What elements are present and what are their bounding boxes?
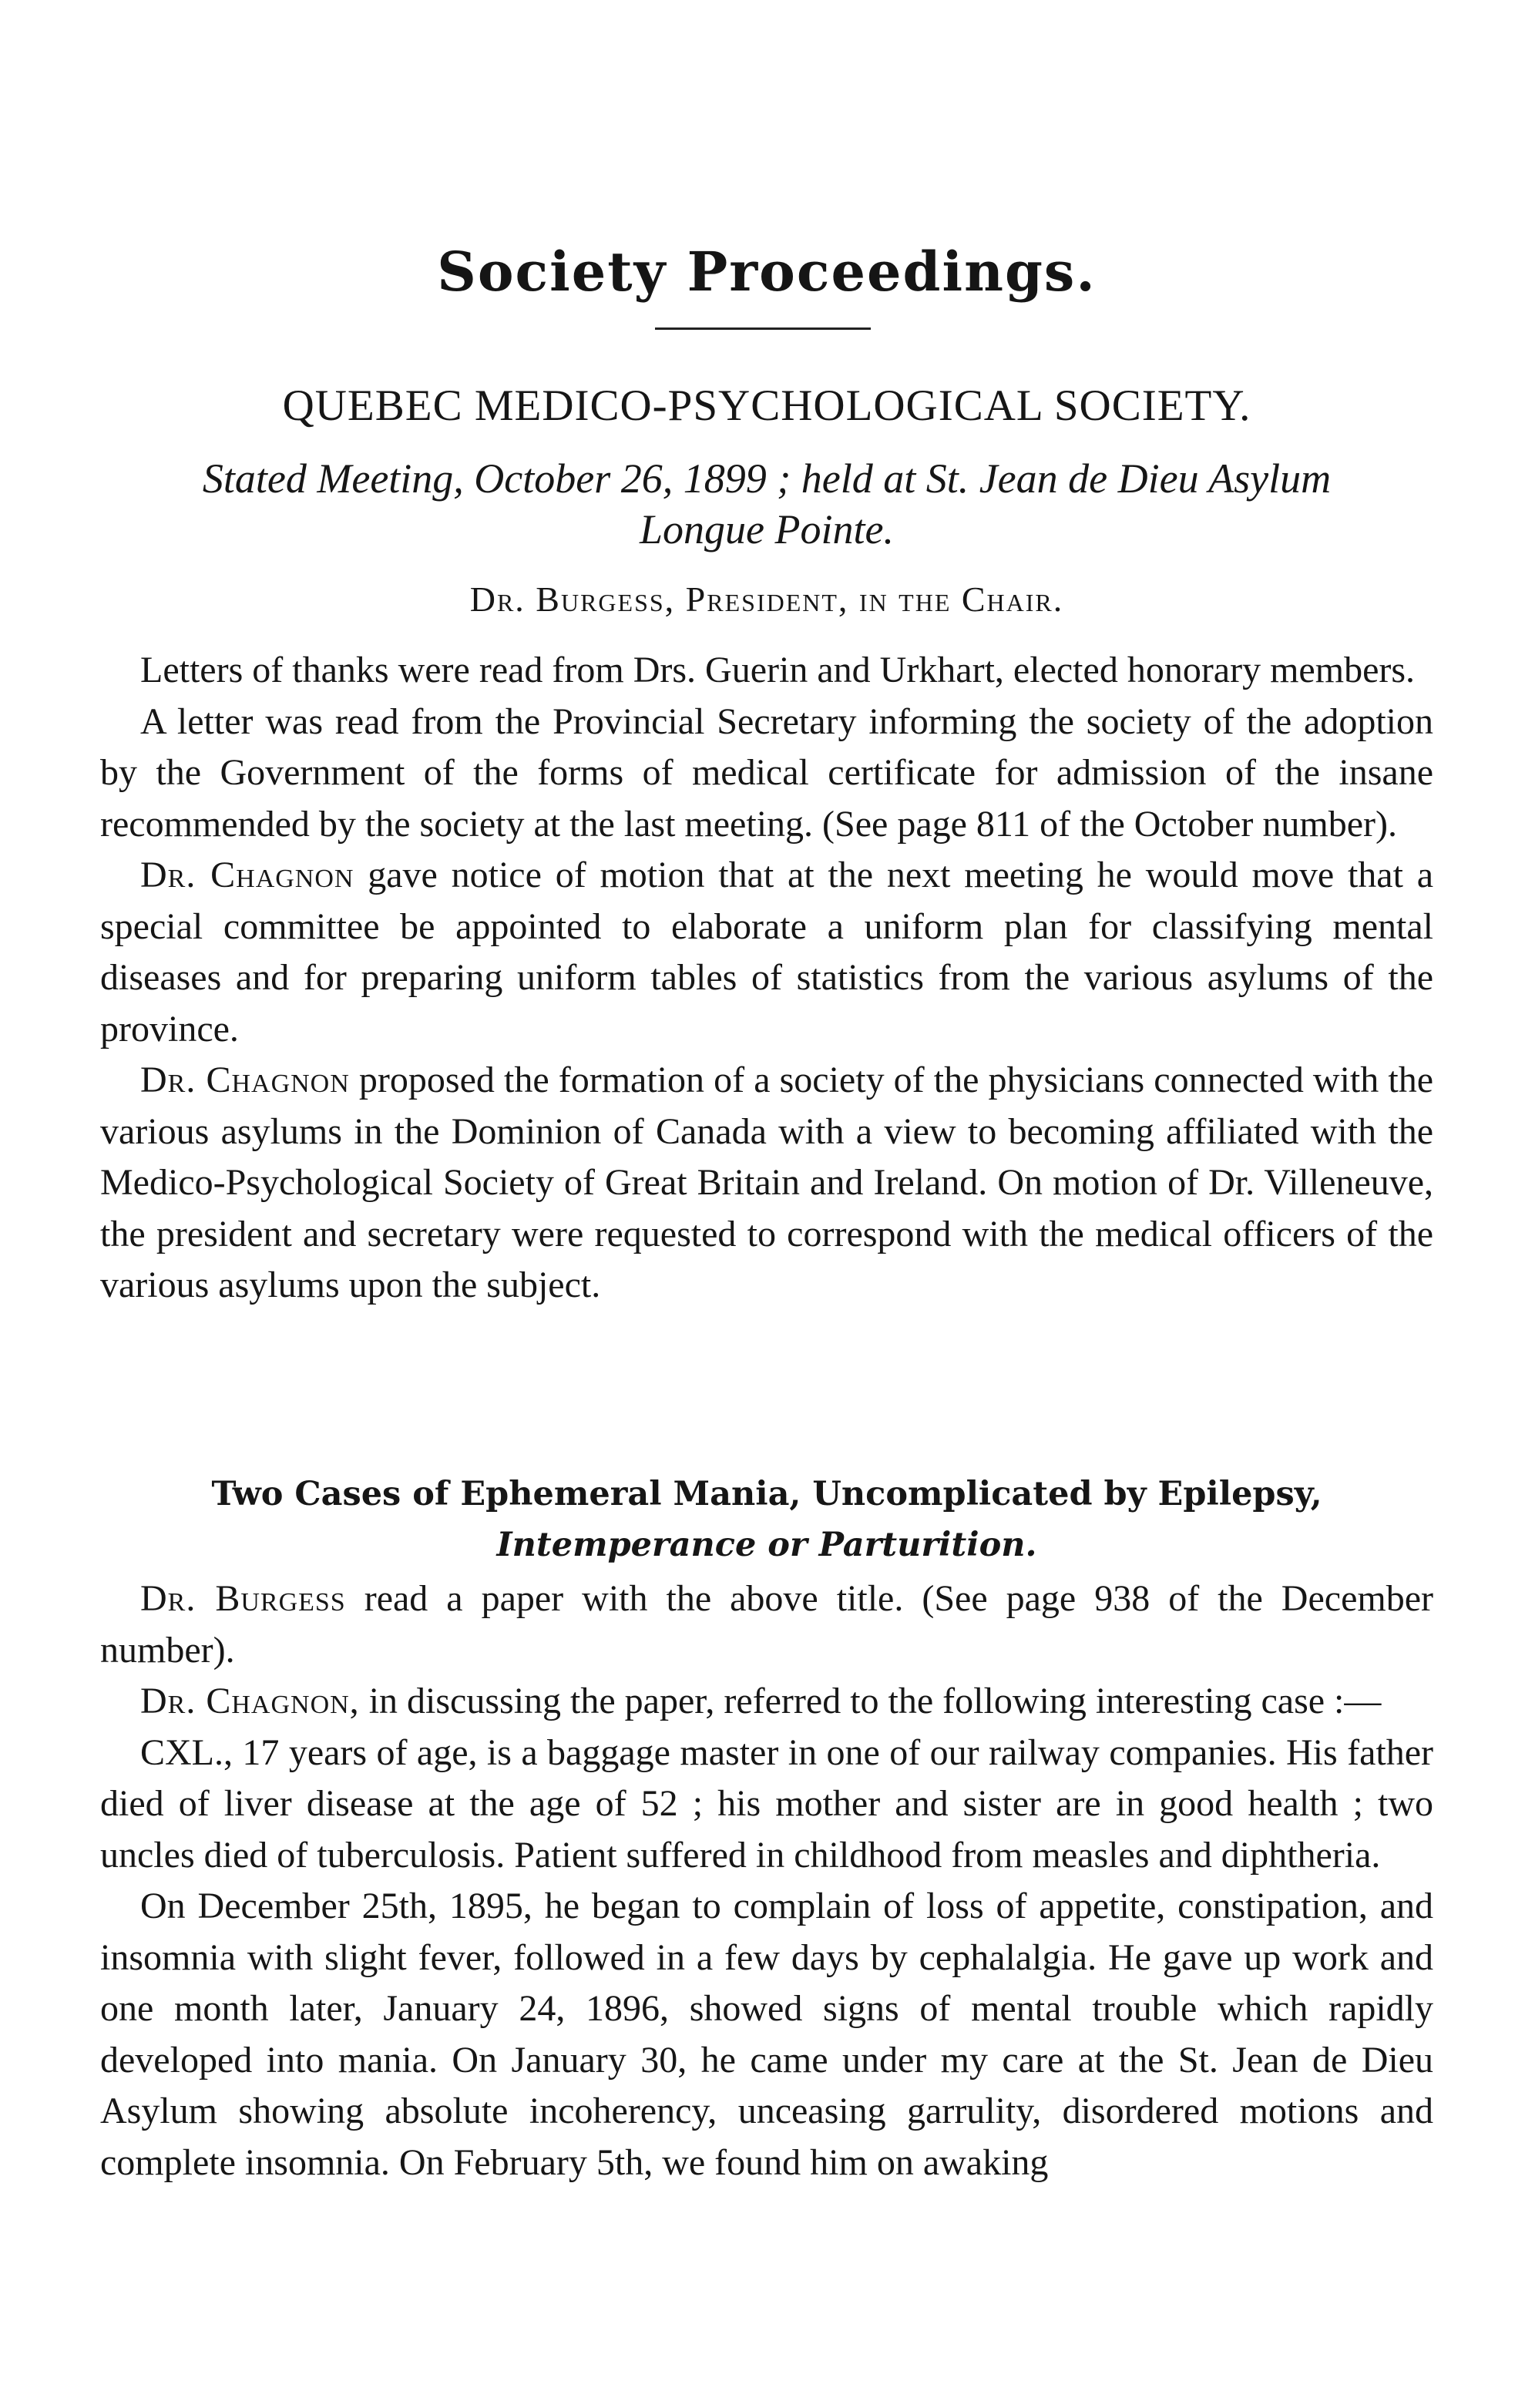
society-name: QUEBEC MEDICO-PSYCHOLOGICAL SOCIETY.	[282, 381, 1251, 430]
section-title	[100, 1469, 1433, 1570]
body-text-part-1	[100, 645, 1433, 1311]
paragraph	[100, 697, 1433, 851]
paragraph-text: Letters of thanks were read from Drs. Guerin and Urkhart, elected honorary members.	[140, 650, 1416, 690]
meeting-info	[100, 453, 1433, 555]
paragraph-text: in discussing the paper, referred to the following interesting case :—	[359, 1681, 1382, 1721]
paragraph	[100, 1881, 1433, 2188]
section-title-line-1: Two Cases of Ephemeral Mania, Uncomplicated by Epilepsy,	[211, 1475, 1322, 1513]
paragraph	[100, 1573, 1433, 1676]
paragraph-text: A letter was read from the Provincial Secretary informing the society of the adoption by the Government of the forms of medical certificate for admission of the insane recommended by the society at the last meeting. (See page 811 of the October number).	[100, 700, 1433, 845]
meeting-line-1: Stated Meeting, October 26, 1899 ; held at St. Jean de Dieu Asylum	[202, 455, 1332, 502]
paragraph	[100, 850, 1433, 1055]
speaker-name: Dr. Burgess	[140, 1578, 346, 1619]
paragraph	[100, 1055, 1433, 1311]
section-title-line-2: Intemperance or Parturition.	[496, 1526, 1037, 1564]
running-head: Society Proceedings.	[437, 240, 1097, 304]
paragraph	[100, 1676, 1433, 1728]
speaker-name: Dr. Chagnon	[140, 1060, 350, 1100]
document-page	[100, 0, 1433, 2408]
chair-line: Dr. Burgess, President, in the Chair.	[469, 579, 1064, 619]
body-text-part-2	[100, 1573, 1433, 2188]
speaker-name: Dr. Chagnon	[140, 855, 354, 895]
paragraph-text: proposed the formation of a society of the physicians connected with the various asylums in the Dominion of Canada with a view to becoming affiliated with the Medico-Psychological Society of Great Britain and Ireland. On motion of Dr. Villeneuve, the president and secretary were requested to correspond with the medical officers of the various asylums upon the subject.	[100, 1060, 1434, 1305]
meeting-line-2: Longue Pointe.	[640, 506, 894, 552]
paragraph-text: gave notice of motion that at the next meeting he would move that a special committee be appointed to elaborate a uniform plan for classifying mental diseases and for preparing uniform tables of statistics from the various asylums of the province.	[100, 855, 1434, 1050]
header-rule	[655, 327, 871, 330]
paragraph	[100, 645, 1433, 697]
speaker-name: Dr. Chagnon,	[140, 1681, 360, 1721]
paragraph-text: CXL., 17 years of age, is a baggage master in one of our railway companies. His father died of liver disease at the age of 52 ; his mother and sister are in good health ; two uncles died of tuberculosis. Patient suffered in childhood from measles and diphtheria.	[100, 1731, 1433, 1876]
paragraph-text: On December 25th, 1895, he began to complain of loss of appetite, constipation, and insomnia with slight fever, followed in a few days by cephalalgia. He gave up work and one month later, January 24, 1896, showed signs of mental trouble which rapidly developed into mania. On January 30, he came under my care at the St. Jean de Dieu Asylum showing absolute incoherency, unceasing garrulity, disordered motions and complete insomnia. On February 5th, we found him on awaking	[100, 1886, 1433, 2183]
paragraph-text: read a paper with the above title. (See page 938 of the December number).	[100, 1578, 1433, 1671]
paragraph	[100, 1728, 1433, 1882]
